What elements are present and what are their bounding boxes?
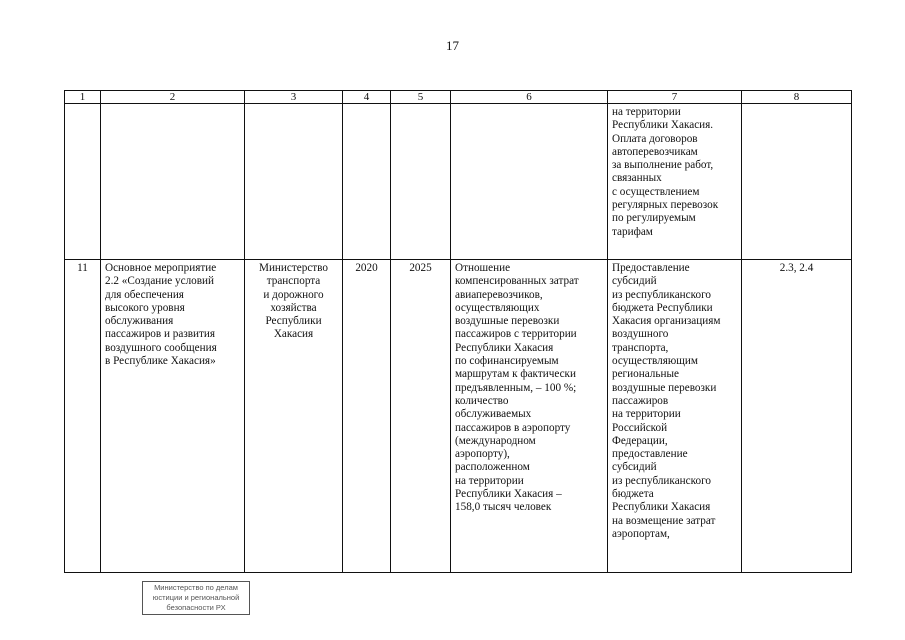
header-cell: 3 xyxy=(245,91,343,104)
start-year-cell: 2020 xyxy=(343,260,391,573)
header-cell: 1 xyxy=(65,91,101,104)
executor-cell: Министерство транспорта и дорожного хозяйства Республики Хакасия xyxy=(245,260,343,573)
header-cell: 8 xyxy=(742,91,852,104)
indicator-cell: Отношение компенсированных затрат авиаперевозчиков, осуществляющих воздушные перевозки пассажиров с территории Республики Хакасия по софинансируемым маршрутам к фактически предъявленным, – 100 %; количество обслуживаемых пассажиров в аэропорту (международном аэропорту), расположенном на территории Республики Хакасия – 158,0 тысяч человек xyxy=(451,260,608,573)
end-year-cell: 2025 xyxy=(391,260,451,573)
header-cell: 6 xyxy=(451,91,608,104)
program-table xyxy=(64,90,852,573)
header-row xyxy=(65,91,852,104)
empty-cell xyxy=(65,104,101,260)
empty-cell xyxy=(391,104,451,260)
empty-cell xyxy=(451,104,608,260)
empty-cell xyxy=(742,104,852,260)
empty-cell xyxy=(245,104,343,260)
page-number: 17 xyxy=(446,38,459,53)
event-cell: Основное мероприятие 2.2 «Создание условий для обеспечения высокого уровня обслуживания пассажиров и развития воздушного сообщения в Республике Хакасия» xyxy=(101,260,245,573)
empty-cell xyxy=(343,104,391,260)
stamp-text: Министерство по делам юстиции и региональной безопасности РХ xyxy=(152,583,240,612)
row-number-cell: 11 xyxy=(65,260,101,573)
table-row xyxy=(65,260,852,573)
table-row-continuation xyxy=(65,104,852,260)
empty-cell xyxy=(101,104,245,260)
description-cell: на территории Республики Хакасия. Оплата договоров автоперевозчикам за выполнение работ, связанных с осуществлением регулярных перевозок по регулируемым тарифам xyxy=(608,104,742,260)
header-cell: 7 xyxy=(608,91,742,104)
description-cell: Предоставление субсидий из республиканского бюджета Республики Хакасия организациям воздушного транспорта, осуществляющим региональные воздушные перевозки пассажиров на территории Российской Федерации, предоставление субсидий из республиканского бюджета Республики Хакасия на возмещение затрат аэропортам, xyxy=(608,260,742,573)
links-cell: 2.3, 2.4 xyxy=(742,260,852,573)
header-cell: 5 xyxy=(391,91,451,104)
registration-stamp xyxy=(142,581,250,615)
header-cell: 4 xyxy=(343,91,391,104)
header-cell: 2 xyxy=(101,91,245,104)
